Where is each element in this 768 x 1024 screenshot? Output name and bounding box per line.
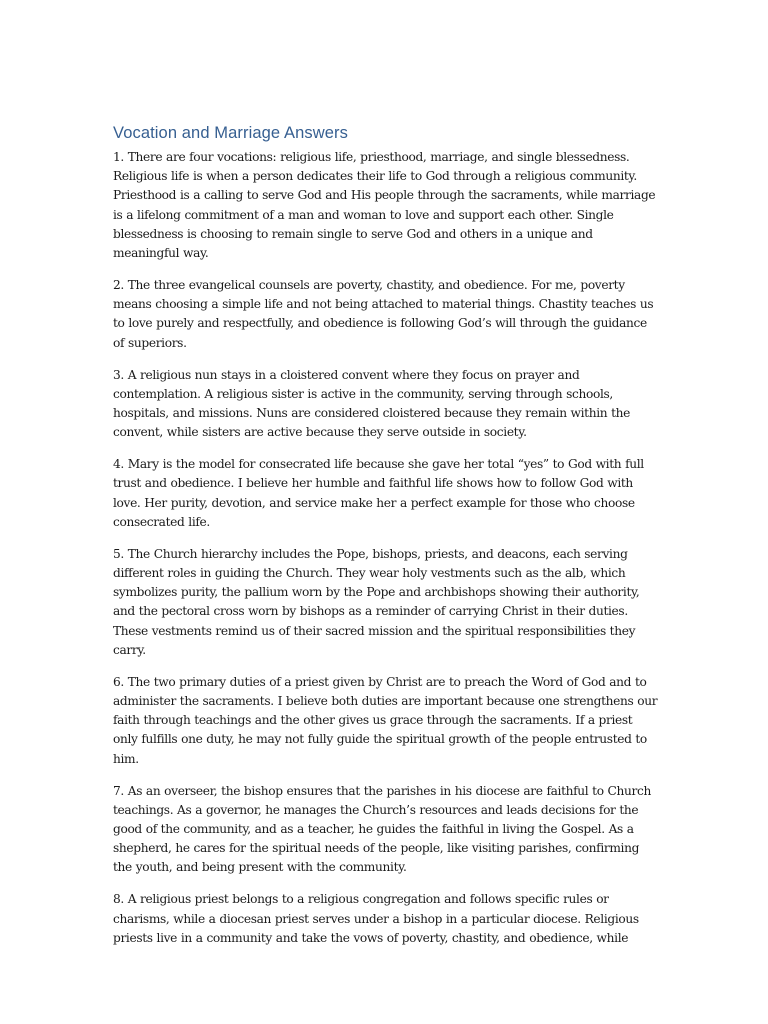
answer-paragraph-6: 6. The two primary duties of a priest given by Christ are to preach the Word of God and to administer the sacraments. I believe both duties are important because one strengthens our faith through teachings and the other gives us grace through the sacraments. If a priest only fulfills one duty, he may not fully guide the spiritual growth of the people entrusted to him. [113,674,658,766]
document-body [113,148,659,961]
answer-paragraph-1: 1. There are four vocations: religious life, priesthood, marriage, and single blessedness. Religious life is when a person dedicates their life to God through a religious community. Priesthood is a calling to serve God and His people through the sacraments, while marriage is a lifelong commitment of a man and woman to love and support each other. Single blessedness is choosing to remain single to serve God and others in a unique and meaningful way. [113,150,656,261]
answer-paragraph-4: 4. Mary is the model for consecrated life because she gave her total “yes” to God with full trust and obedience. I believe her humble and faithful life shows how to follow God with love. Her purity, devotion, and service make her a perfect example for those who choose consecrated life. [113,457,644,529]
document-title: Vocation and Marriage Answers [113,124,348,142]
answer-paragraph-2: 2. The three evangelical counsels are poverty, chastity, and obedience. For me, poverty means choosing a simple life and not being attached to material things. Chastity teaches us to love purely and respectfully, and obedience is following God’s will through the guidance of superiors. [113,278,654,350]
answer-paragraph-5: 5. The Church hierarchy includes the Pope, bishops, priests, and deacons, each serving different roles in guiding the Church. They wear holy vestments such as the alb, which symbolizes purity, the pallium worn by the Pope and archbishops showing their authority, and the pectoral cross worn by bishops as a reminder of carrying Christ in their duties. These vestments remind us of their sacred mission and the spiritual responsibilities they carry. [113,546,640,657]
answer-paragraph-3: 3. A religious nun stays in a cloistered convent where they focus on prayer and contemplation. A religious sister is active in the community, serving through schools, hospitals, and missions. Nuns are considered cloistered because they remain within the convent, while sisters are active because they serve outside in society. [113,367,631,440]
answer-paragraph-7: 7. As an overseer, the bishop ensures that the parishes in his diocese are faithful to Church teachings. As a governor, he manages the Church’s resources and leads decisions for the good of the community, and as a teacher, he guides the faithful in living the Gospel. As a shepherd, he cares for the spiritual needs of the people, like visiting parishes, confirming the youth, and being present with the community. [113,783,651,875]
answer-paragraph-8: 8. A religious priest belongs to a religious congregation and follows specific rules or charisms, while a diocesan priest serves under a bishop in a particular diocese. Religious priests live in a community and take the vows of poverty, chastity, and obedience, while [113,892,639,945]
